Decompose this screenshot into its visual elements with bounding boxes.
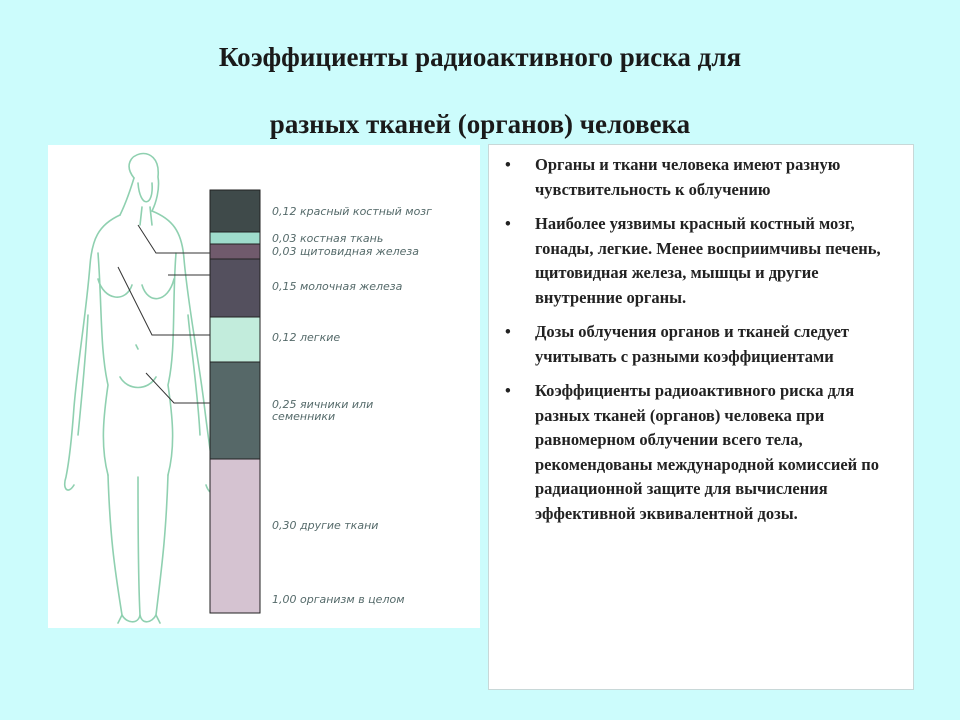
total-label-whole-body: 1,00 организм в целом (272, 593, 405, 606)
bullet-item (489, 320, 903, 369)
segment-label-gonads: 0,25 яичники или семенники (272, 398, 374, 423)
bullet-marker: • (505, 155, 511, 174)
segment-label-breast: 0,15 молочная железа (272, 280, 403, 293)
bullet-item (489, 212, 903, 310)
segment-label-red-bone-marrow: 0,12 красный костный мозг (272, 205, 432, 218)
bullet-marker: • (505, 214, 511, 233)
leader-lines (118, 225, 210, 403)
human-body-outline (65, 154, 215, 623)
bullet-list (489, 145, 913, 526)
segment-label-lungs: 0,12 легкие (272, 331, 341, 344)
bullet-item (489, 379, 903, 526)
bullet-text: Дозы облучения органов и тканей следует учитывать с разными коэффициентами (535, 322, 849, 366)
segment-label-bone-tissue: 0,03 костная ткань (272, 232, 384, 245)
slide-title-line-1: Коэффициенты радиоактивного риска для (218, 42, 742, 72)
bullet-item (489, 153, 903, 202)
bar-segment-lungs (210, 317, 260, 362)
bullet-text: Наиболее уязвимы красный костный мозг, гонады, легкие. Менее восприимчивы печень, щитовидная железа, мышцы и другие внутренние органы. (535, 214, 881, 307)
bar-segment-breast (210, 259, 260, 317)
bar-segment-gonads (210, 362, 260, 459)
bar-segment-thyroid (210, 244, 260, 259)
bullet-text: Органы и ткани человека имеют разную чувствительность к облучению (535, 155, 841, 199)
bullet-marker: • (505, 381, 511, 400)
bullet-marker: • (505, 322, 511, 341)
segment-label-other-tissues: 0,30 другие ткани (272, 519, 379, 532)
risk-coefficient-bar (210, 190, 260, 613)
bar-segment-red-bone-marrow (210, 190, 260, 232)
bar-segment-bone-tissue (210, 232, 260, 244)
body-diagram-panel (48, 145, 480, 628)
bullet-text: Коэффициенты радиоактивного риска для разных тканей (органов) человека при равномерном облучении всего тела, рекомендованы международной комиссией по радиационной защите для вычисления эффективной эквивалентной дозы. (535, 381, 880, 523)
text-panel (488, 144, 914, 690)
segment-label-thyroid: 0,03 щитовидная железа (272, 245, 419, 258)
bar-segment-other-tissues (210, 459, 260, 613)
slide-title-line-2: разных тканей (органов) человека (269, 109, 691, 139)
